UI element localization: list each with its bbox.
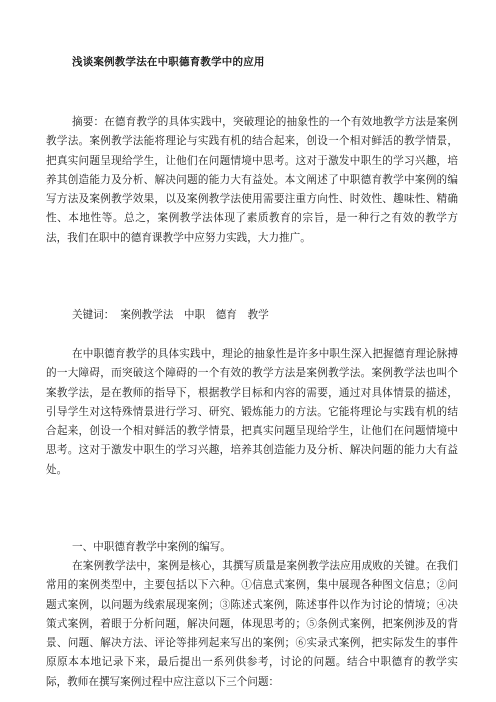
- section-heading-1: 一、中职德育教学中案例的编写。: [72, 541, 231, 553]
- keywords-label: 关键词：: [72, 309, 115, 321]
- keywords-line: [46, 306, 458, 325]
- abstract-paragraph: 摘要：在德育教学的具体实践中，突破理论的抽象性的一个有效地教学方法是案例教学法。案例教学法能将理论与实践有机的结合起来，创设一个相对鲜活的教学情景，把真实问题呈现给学生，让他们在问题情境中思考。这对于激发中职生的学习兴趣，培养其创造能力及分析、解决问题的能力大有益处。本文阐述了中职德育教学中案例的编写方法及案例教学效果，以及案例教学法使用需要注重方向性、时效性、趣味性、精确性、本地性等。总之，案例教学法体现了素质教育的宗旨，是一种行之有效的教学方法，我们在职中的德育课教学中应努力实践，大力推广。: [46, 116, 458, 244]
- body-paragraph-2: 在案例教学法中，案例是核心，其撰写质量是案例教学法应用成败的关键。在我们常用的案例类型中，主要包括以下六种。①信息式案例，集中展现各种图文信息；②问题式案例，以问题为线索展现案例；③陈述式案例，陈述事件以作为讨论的情境；④决策式案例，着眼于分析问题，解决问题，体现思考的；⑤条例式案例，把案例涉及的背景、问题、解决方法、评论等排列起来写出的案例；⑥实录式案例，把实际发生的事件原原本本地记录下来，最后提出一系列供参考，讨论的问题。结合中职德育的教学实际，教师在撰写案例过程中应注意以下三个问题：: [46, 560, 458, 688]
- document-title: 浅谈案例教学法在中职德育教学中的应用: [72, 56, 265, 68]
- keywords-value: 案例教学法 中职 德育 教学: [120, 309, 269, 321]
- body-paragraph-1: 在中职德育教学的具体实践中，理论的抽象性是许多中职生深入把握德育理论脉搏的一大障碍，而突破这个障碍的一个有效的教学方法是案例教学法。案例教学法也叫个案教学法，是在教师的指导下，根据教学目标和内容的需要，通过对具体情景的描述，引导学生对这特殊情景进行学习、研究、锻炼能力的方法。它能将理论与实践有机的结合起来，创设一个相对鲜活的教学情景，把真实问题呈现给学生，让他们在问题情境中思考。这对于激发中职生的学习兴趣，培养其创造能力及分析、解决问题的能力大有益处。: [46, 348, 458, 476]
